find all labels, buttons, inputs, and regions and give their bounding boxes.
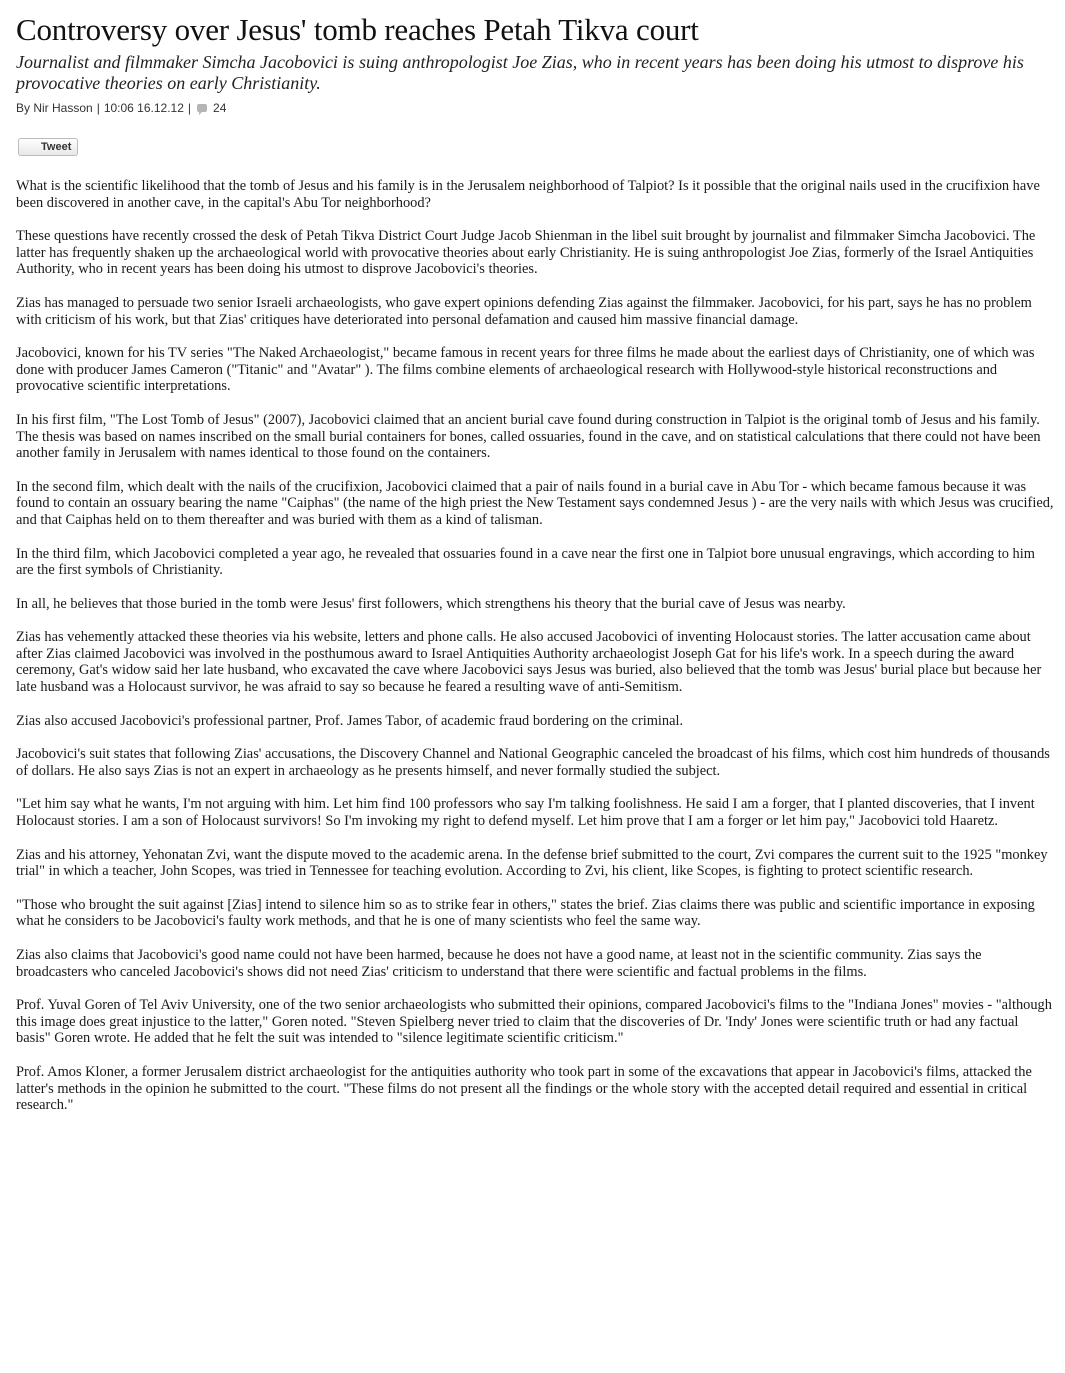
timestamp: 10:06 16.12.12 xyxy=(103,101,184,115)
paragraph: In all, he believes that those buried in the tomb were Jesus' first followers, which strengthens his theory that the burial cave of Jesus was nearby. xyxy=(16,595,846,612)
paragraph: Zias has managed to persuade two senior Israeli archaeologists, who gave expert opinions defending Zias against the filmmaker. Jacobovici, for his part, says he has no problem with criticism of his work, but that Zias' critiques have deteriorated into personal defamation and caused him massive financial damage. xyxy=(16,294,1032,328)
paragraph: These questions have recently crossed the desk of Petah Tikva District Court Judge Jacob Shienman in the libel suit brought by journalist and filmmaker Simcha Jacobovici. The latter has frequently shaken up the archaeological world with provocative theories about early Christianity. He is suing anthropologist Joe Zias, formerly of the Israel Antiquities Authority, who in recent years has been doing his utmost to disprove Jacobovici's theories. xyxy=(16,228,1036,278)
paragraph: Jacobovici's suit states that following Zias' accusations, the Discovery Channel and National Geographic canceled the broadcast of his films, which cost him hundreds of thousands of dollars. He also says Zias is not an expert in archaeology as he presents himself, and never formally studied the subject. xyxy=(16,746,1050,779)
byline-separator: | xyxy=(187,101,192,115)
headline: Controversy over Jesus' tomb reaches Petah Tikva court xyxy=(16,12,699,47)
paragraph: Zias also accused Jacobovici's professional partner, Prof. James Tabor, of academic fraud bordering on the criminal. xyxy=(16,712,684,729)
comment-count[interactable]: 24 xyxy=(213,101,227,115)
paragraph: Zias has vehemently attacked these theories via his website, letters and phone calls. He also accused Jacobovici of inventing Holocaust stories. The latter accusation came about after Zias claimed Jacobovici was involved in the posthumous award to Israel Antiquities Authority archaeologist Joseph Gat for his life's work. In a speech during the award ceremony, Gat's widow said her late husband, who excavated the cave where Jacobovici says Jesus was buried, also believed that the tomb was Jesus' burial place but because her late husband was a Holocaust survivor, he was afraid to say so because he feared a resulting wave of anti-Semitism. xyxy=(16,629,1042,696)
subheadline: Journalist and filmmaker Simcha Jacobovici is suing anthropologist Joe Zias, who in recent years has been doing his utmost to disprove his provocative theories on early Christianity. xyxy=(16,52,1024,93)
article xyxy=(16,12,1056,1131)
article-body xyxy=(16,178,1056,1114)
byline-separator: | xyxy=(96,101,100,115)
paragraph: Jacobovici, known for his TV series "The Naked Archaeologist," became famous in recent years for three films he made about the earliest days of Christianity, one of which was done with producer James Cameron ("Titanic" and "Avatar" ). The films combine elements of archaeological research with Hollywood-style historical reconstructions and provocative scientific interpretations. xyxy=(16,345,1035,395)
paragraph: Prof. Amos Kloner, a former Jerusalem district archaeologist for the antiquities authority who took part in some of the excavations that appear in Jacobovici's films, attacked the latter's methods in the opinion he submitted to the court. "These films do not present all the findings or the whole story with the accepted detail required and essential in critical research." xyxy=(16,1063,1032,1114)
paragraph: In the third film, which Jacobovici completed a year ago, he revealed that ossuaries found in a cave near the first one in Talpiot bore unusual engravings, which according to him are the first symbols of Christianity. xyxy=(16,545,1035,579)
author-link[interactable]: By Nir Hasson xyxy=(16,101,93,115)
paragraph: "Those who brought the suit against [Zias] intend to silence him so as to strike fear in others," states the brief. Zias claims there was public and scientific importance in exposing what he considers to be Jacobovici's faulty work methods, and that he is one of many scientists who feel the same way. xyxy=(16,896,1035,930)
byline xyxy=(16,100,1056,116)
paragraph: Zias and his attorney, Yehonatan Zvi, want the dispute moved to the academic arena. In the defense brief submitted to the court, Zvi compares the current suit to the 1925 "monkey trial" in which a teacher, John Scopes, was tried in Tennessee for teaching evolution. According to Zvi, his client, like Scopes, is fighting to protect scientific research. xyxy=(16,846,1048,880)
paragraph: In the second film, which dealt with the nails of the crucifixion, Jacobovici claimed that a pair of nails found in a burial cave in Abu Tor - which became famous because it was found to contain an ossuary bearing the name "Caiphas" (the name of the high priest the New Testament says condemned Jesus ) - are the very nails with which Jesus was crucified, and that Caiphas held on to them thereafter and was buried with them as a kind of talisman. xyxy=(16,478,1054,528)
paragraph: In his first film, "The Lost Tomb of Jesus" (2007), Jacobovici claimed that an ancient burial cave found during construction in Talpiot is the original tomb of Jesus and his family. The thesis was based on names inscribed on the small burial containers for bones, called ossuaries, found in the cave, and on statistical calculations that there could not have been another family in Jerusalem with names identical to those found on the containers. xyxy=(16,411,1041,462)
paragraph: Zias also claims that Jacobovici's good name could not have been harmed, because he does not have a good name, at least not in the scientific community. Zias says the broadcasters who canceled Jacobovici's shows did not need Zias' criticism to understand that there were scientific and factual problems in the films. xyxy=(16,947,982,980)
tweet-button[interactable]: Tweet xyxy=(18,138,78,156)
paragraph: What is the scientific likelihood that the tomb of Jesus and his family is in the Jerusalem neighborhood of Talpiot? Is it possible that the original nails used in the crucifixion have been discovered in another cave, in the capital's Abu Tor neighborhood? xyxy=(16,178,1040,211)
paragraph: "Let him say what he wants, I'm not arguing with him. Let him find 100 professors who say I'm talking foolishness. He said I am a forger, that I planted discoveries, that I invent Holocaust stories. I am a son of Holocaust survivors! So I'm invoking my right to defend myself. Let him prove that I am a forger or let him pay," Jacobovici told Haaretz. xyxy=(16,796,1035,830)
paragraph: Prof. Yuval Goren of Tel Aviv University, one of the two senior archaeologists who submitted their opinions, compared Jacobovici's films to the "Indiana Jones" movies - "although this image does great injustice to the latter," Goren noted. "Steven Spielberg never tried to claim that the discoveries of Dr. 'Indy' Jones were scientific truth or had any factual basis" Goren wrote. He added that he felt the suit was intended to "silence legitimate scientific criticism." xyxy=(16,997,1052,1047)
comment-icon[interactable] xyxy=(197,104,207,112)
